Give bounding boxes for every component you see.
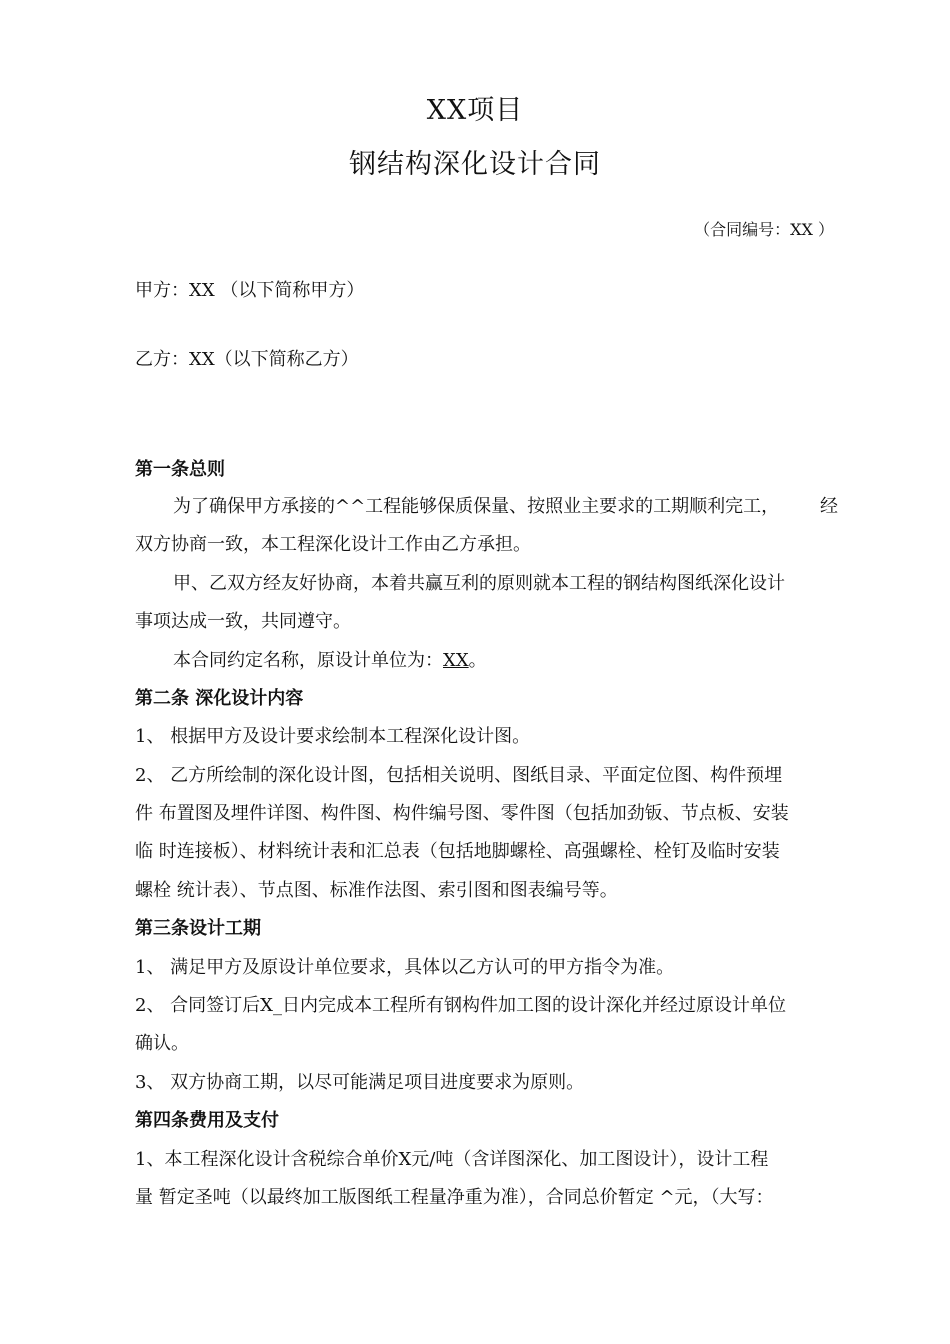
article2-item2-line3: 临 时连接板）、材料统计表和汇总表（包括地脚螺栓、高强螺栓、栓钉及临时安装 xyxy=(135,841,780,862)
article1-paragraph3-period: 。 xyxy=(468,650,487,671)
article2-item2-line1: 2、 乙方所绘制的深化设计图，包括相关说明、图纸目录、平面定位图、构件预埋 xyxy=(135,765,783,786)
article3-item3: 3、 双方协商工期，以尽可能满足项目进度要求为原则。 xyxy=(135,1072,585,1093)
article1-paragraph1-line1 xyxy=(135,492,838,518)
article2-item2-line4: 螺栓 统计表）、节点图、标准作法图、索引图和图表编号等。 xyxy=(135,880,618,901)
article3-item2-line1: 2、 合同签订后X_日内完成本工程所有钢构件加工图的设计深化并经过原设计单位 xyxy=(135,995,786,1016)
document-title-project: XX项目 xyxy=(426,95,524,126)
party-b: 乙方：XX（以下简称乙方） xyxy=(135,349,359,370)
article1-paragraph1-end: 经 xyxy=(820,496,838,517)
article1-heading: 第一条总则 xyxy=(135,459,225,480)
article1-paragraph3-text: 本合同约定名称，原设计单位为： xyxy=(173,650,443,671)
article2-item2-line2: 件 布置图及埋件详图、构件图、构件编号图、零件图（包括加劲钣、节点板、安装 xyxy=(135,803,789,824)
article1-paragraph2-line2: 事项达成一致，共同遵守。 xyxy=(135,611,351,632)
article4-heading: 第四条费用及支付 xyxy=(135,1110,279,1131)
document-title-contract: 钢结构深化设计合同 xyxy=(349,149,601,180)
article4-item1-line2: 量 暂定圣吨（以最终加工版图纸工程量净重为准），合同总价暂定 ^元，（大写： xyxy=(135,1187,774,1208)
article1-paragraph1-text: 为了确保甲方承接的^^工程能够保质保量、按照业主要求的工期顺利完工， xyxy=(173,496,780,517)
party-a: 甲方：XX （以下简称甲方） xyxy=(135,280,365,301)
original-design-unit-value: XX xyxy=(443,650,469,671)
article3-item1: 1、 满足甲方及原设计单位要求，具体以乙方认可的甲方指令为准。 xyxy=(135,957,675,978)
article1-paragraph2-line1: 甲、乙双方经友好协商，本着共赢互利的原则就本工程的钢结构图纸深化设计 xyxy=(173,573,785,594)
article4-item1-line1: 1、本工程深化设计含税综合单价X元/吨（含详图深化、加工图设计），设计工程 xyxy=(135,1149,769,1170)
contract-number: （合同编号：XX ） xyxy=(694,220,834,239)
article3-heading: 第三条设计工期 xyxy=(135,918,261,939)
article1-paragraph1-line2: 双方协商一致，本工程深化设计工作由乙方承担。 xyxy=(135,534,531,555)
article2-heading: 第二条 深化设计内容 xyxy=(135,688,304,709)
article2-item1: 1、 根据甲方及设计要求绘制本工程深化设计图。 xyxy=(135,726,531,747)
article1-paragraph3 xyxy=(135,646,838,672)
article3-item2-line2: 确认。 xyxy=(135,1033,189,1054)
